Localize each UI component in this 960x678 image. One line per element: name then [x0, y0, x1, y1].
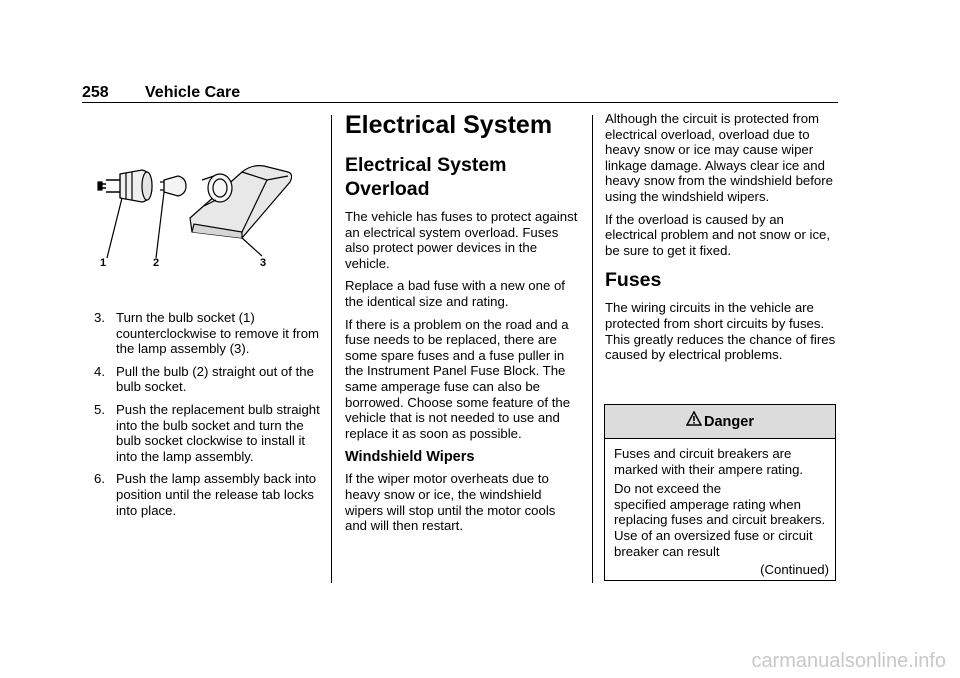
step-item: 5. Push the replacement bulb straight into the bulb socket and turn the bulb socket clockwise to install it into the lamp assembly.	[94, 401, 320, 464]
paragraph: If the overload is caused by an electrical problem and not snow or ice, be sure to get it fixed.	[605, 211, 831, 258]
heading-windshield-wipers: Windshield Wipers	[345, 449, 475, 466]
column-divider-right	[592, 115, 593, 583]
lamp-assembly-figure	[92, 150, 292, 272]
right-column	[605, 111, 839, 370]
procedure-steps	[94, 310, 320, 518]
step-item: 3. Turn the bulb socket (1) counterclockwise to remove it from the lamp assembly (3).	[94, 310, 320, 357]
danger-notice	[604, 404, 836, 581]
paragraph: If the wiper motor overheats due to heavy snow or ice, the windshield wipers will stop until the motor cools and will then restart.	[345, 471, 556, 534]
paragraph: If there is a problem on the road and a fuse needs to be replaced, there are some spare fuses and a fuse puller in the Instrument Panel Fuse Block. The same amperage fuse can also be borrowed. Choose some feature of the vehicle that is not needed to use and replace it as soon as possible.	[345, 316, 571, 441]
heading-electrical-overload: Electrical System Overload	[345, 154, 507, 200]
heading-fuses: Fuses	[605, 269, 662, 292]
warning-triangle-icon	[686, 405, 702, 439]
page-number: 258	[82, 84, 109, 101]
lamp-socket-hole	[208, 174, 232, 202]
danger-header	[605, 405, 835, 439]
middle-column	[345, 111, 581, 541]
callout-1: 1	[100, 257, 107, 269]
danger-text: specified amperage rating when replacing fuses and circuit breakers. Use of an oversized fuse or circuit breaker can result	[614, 496, 826, 559]
lamp-illustration	[92, 150, 292, 272]
callout-2: 2	[153, 257, 160, 269]
header-rule	[82, 102, 838, 103]
paragraph: The vehicle has fuses to protect against an electrical system overload. Fuses also protect power devices in the vehicle.	[345, 209, 578, 271]
step-item: 6. Push the lamp assembly back into position until the release tab locks into place.	[94, 471, 317, 518]
continued-label: (Continued)	[760, 562, 829, 577]
callout-3: 3	[260, 257, 267, 269]
danger-text: Do not exceed the	[614, 481, 722, 497]
paragraph: The wiring circuits in the vehicle are protected from short circuits by fuses. This greatly reduces the chance of fires caused by electrical problems.	[605, 300, 836, 363]
section-title: Vehicle Care	[145, 84, 241, 101]
watermark: carmanualsonline.info	[751, 650, 946, 672]
bulb	[164, 176, 186, 196]
paragraph: Replace a bad fuse with a new one of the identical size and rating.	[345, 278, 565, 309]
step-item: 4. Pull the bulb (2) straight out of the bulb socket.	[94, 363, 314, 395]
heading-electrical-system: Electrical System	[345, 111, 553, 139]
danger-body	[605, 439, 835, 559]
column-divider-left	[331, 115, 332, 583]
danger-text: Fuses and circuit breakers are marked with their ampere rating.	[614, 446, 804, 477]
danger-title: Danger	[704, 414, 754, 430]
paragraph: Although the circuit is protected from electrical overload, overload due to heavy snow or ice may cause wiper linkage damage. Always clear ice and heavy snow from the windshield before using the windshield wipers.	[605, 111, 833, 204]
left-column	[94, 310, 320, 525]
